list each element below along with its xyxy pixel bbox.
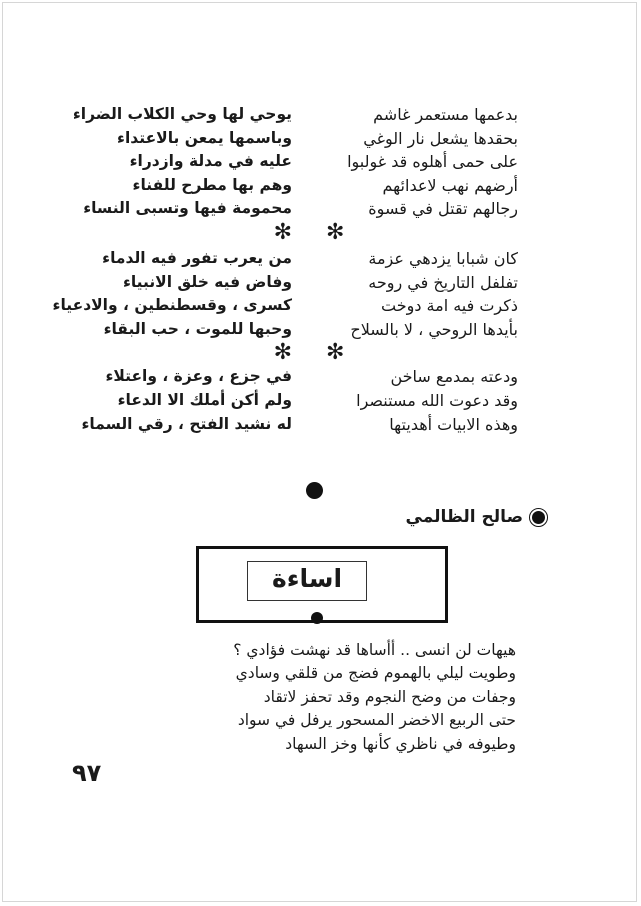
author-name: صالح الظالمي	[405, 507, 523, 527]
verse-line: أرضهم نهب لاعدائهم	[382, 175, 518, 195]
poem1-right-column	[322, 103, 518, 436]
asterisk-separator-icon: ✻	[273, 340, 292, 366]
verse-line: على حمى أهلوه قد غولبوا	[347, 152, 518, 172]
verse-line: تفلفل التاريخ في روحه	[368, 272, 518, 292]
verse-line: بأيدها الروحي ، لا بالسلاح	[350, 319, 518, 339]
verse-line: كسرى ، وقسطنطين ، والادعياء	[52, 296, 292, 315]
verse-line: ذكرت فيه امة دوخت	[381, 296, 518, 316]
poem-title: اساءة	[271, 564, 343, 593]
page-number: ٩٧	[72, 759, 102, 787]
verse-line: رجالهم تقتل في قسوة	[368, 199, 518, 219]
poem1-left-column	[52, 103, 292, 436]
verse-line: له نشيد الفتح ، رقي السماء	[81, 414, 292, 433]
verse-line: وطويت ليلي بالهموم فضج من قلقي وسادي	[235, 664, 516, 683]
asterisk-separator-icon: ✻	[326, 219, 345, 245]
verse-line: وحبها للموت ، حب البقاء	[103, 319, 292, 338]
title-frame	[196, 546, 448, 623]
verse-line: حتى الربيع الاخضر المسحور يرفل في سواد	[237, 711, 516, 730]
title-dot-icon	[311, 612, 323, 624]
verse-line: محمومة فيها وتسبى النساء	[83, 199, 292, 218]
verse-line: من يعرب تفور فيه الدماء	[102, 248, 292, 267]
verse-line: وهم بها مطرح للفناء	[132, 175, 292, 194]
verse-line: بحقدها يشعل نار الوغي	[363, 128, 518, 148]
verse-line: بدعمها مستعمر غاشم	[373, 105, 518, 124]
verse-line: ودعته بمدمع ساخن	[390, 367, 518, 387]
verse-line: وقد دعوت الله مستنصرا	[356, 390, 518, 410]
title-inner-frame	[247, 561, 367, 601]
verse-line: عليه في مدلة وازدراء	[129, 152, 292, 171]
verse-line: في جزع ، وعزة ، واعتلاء	[105, 367, 292, 386]
section-divider-dot-icon	[306, 482, 323, 499]
asterisk-separator-icon: ✻	[273, 219, 292, 245]
verse-line: وباسمها يمعن بالاعتداء	[117, 128, 292, 147]
asterisk-separator-icon: ✻	[326, 340, 345, 366]
poem2-body	[124, 639, 516, 756]
author-bullet-icon	[530, 509, 547, 526]
verse-line: ولم أكن أملك الا الدعاء	[117, 390, 292, 409]
verse-line: يوحي لها وحي الكلاب الضراء	[72, 105, 292, 123]
verse-line: كان شبابا يزدهي عزمة	[368, 248, 518, 268]
verse-line: هيهات لن انسى .. أأساها قد نهشت فؤادي ؟	[233, 641, 516, 659]
verse-line: وطيوفه في ناظري كأنها وخز السهاد	[285, 734, 516, 753]
verse-line: وجفات من وضح النجوم وقد تحفز لاتقاد	[263, 687, 516, 706]
verse-line: وهذه الابيات أهديتها	[389, 414, 518, 434]
verse-line: وفاض فيه خلق الانبياء	[122, 272, 292, 291]
author-signature	[406, 507, 548, 527]
